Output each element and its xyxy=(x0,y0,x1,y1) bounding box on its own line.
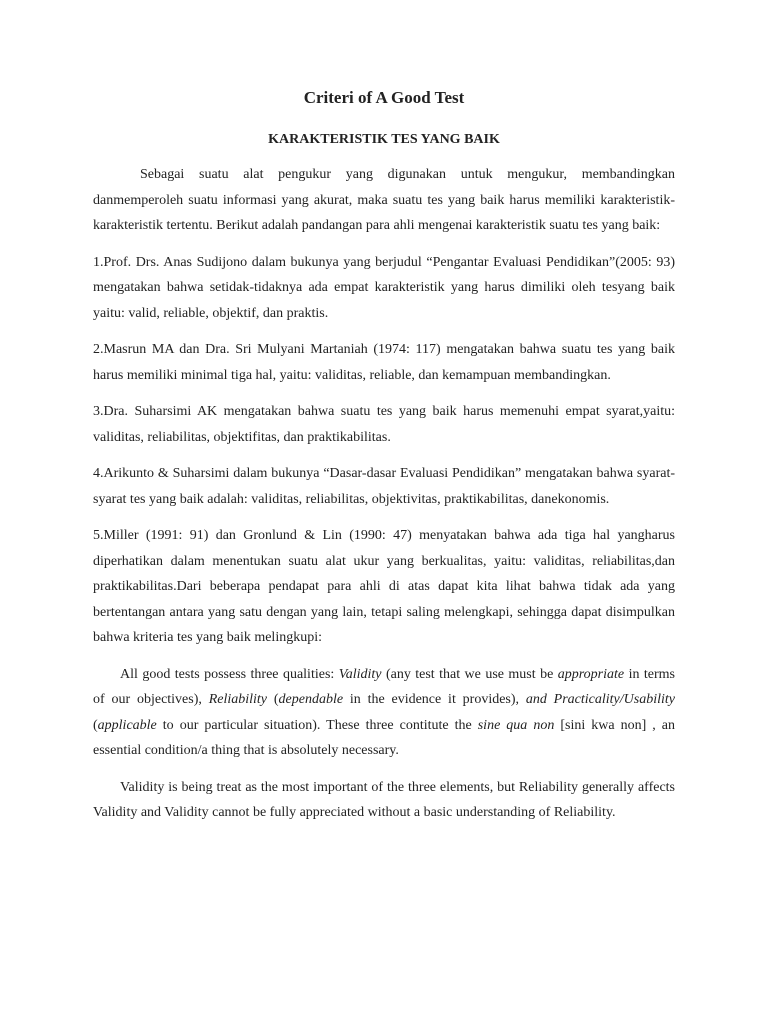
english-paragraph-validity: Validity is being treat as the most important of the three elements, but Reliability generally affects Validity and Validity cannot be fully appreciated without a basic understanding of Reliability. xyxy=(93,779,675,820)
text-run: to our particular situation). These three contitute the xyxy=(156,717,478,733)
english-paragraph-qualities xyxy=(93,662,675,764)
text-run: in terms of our objectives), xyxy=(93,666,675,707)
page-title: Criteri of A Good Test xyxy=(303,88,465,107)
page-subtitle: KARAKTERISTIK TES YANG BAIK xyxy=(268,132,500,147)
document-body xyxy=(93,162,675,837)
text-run: All good tests possess three qualities: xyxy=(120,666,339,682)
list-item-3: 3.Dra. Suharsimi AK mengatakan bahwa suatu tes yang baik harus memenuhi empat syarat,yaitu: validitas, reliabilitas, objektifitas, dan praktikabilitas. xyxy=(93,404,675,445)
italic-term-sine-qua-non: sine qua non xyxy=(477,717,555,733)
text-run: in the evidence it provides), xyxy=(343,692,526,707)
list-item-2: 2.Masrun MA dan Dra. Sri Mulyani Martaniah (1974: 117) mengatakan bahwa suatu tes yang baik harus memiliki minimal tiga hal, yaitu: validitas, reliable, dan kemampuan membandingkan. xyxy=(93,342,675,383)
italic-term-practicality: and Practicality/Usability xyxy=(525,692,675,707)
italic-term-appropriate: appropriate xyxy=(557,666,625,682)
text-run: (any test that we use must be xyxy=(381,666,558,682)
list-item-4: 4.Arikunto & Suharsimi dalam bukunya “Dasar-dasar Evaluasi Pendidikan” mengatakan bahwa syarat-syarat tes yang baik adalah: validitas, reliabilitas, objektivitas, praktikabilitas, danekonomis. xyxy=(93,466,675,507)
list-item-5: 5.Miller (1991: 91) dan Gronlund & Lin (1990: 47) menyatakan bahwa ada tiga hal yangharus diperhatikan dalam menentukan suatu alat ukur yang berkualitas, yaitu: validitas, reliabilitas,dan praktikabilitas.Dari beberapa pendapat para ahli di atas dapat kita lihat bahwa tidak ada yang bertentangan antara yang satu dengan yang lain, tetapi saling melengkapi, sehingga dapat disimpulkan bahwa kriteria tes yang baik melingkupi: xyxy=(93,528,675,645)
italic-term-reliability: Reliability xyxy=(208,692,268,707)
text-run: [sini kwa non] , an essential condition/a thing that is absolutely necessary. xyxy=(93,717,675,758)
italic-term-applicable: applicable xyxy=(97,717,157,733)
text-run: ( xyxy=(267,692,279,707)
italic-term-dependable: dependable xyxy=(278,692,344,707)
intro-paragraph: Sebagai suatu alat pengukur yang digunakan untuk mengukur, membandingkan danmemperoleh suatu informasi yang akurat, maka suatu tes yang baik harus memiliki karakteristik-karakteristik tertentu. Berikut adalah pandangan para ahli mengenai karakteristik suatu tes yang baik: xyxy=(93,167,675,233)
text-run: ( xyxy=(93,717,98,733)
list-item-1: 1.Prof. Drs. Anas Sudijono dalam bukunya yang berjudul “Pengantar Evaluasi Pendidikan”(2005: 93) mengatakan bahwa setidak-tidaknya ada empat karakteristik yang harus dimiliki oleh tesyang baik yaitu: valid, reliable, objektif, dan praktis. xyxy=(93,254,675,321)
italic-term-validity: Validity xyxy=(338,666,382,682)
